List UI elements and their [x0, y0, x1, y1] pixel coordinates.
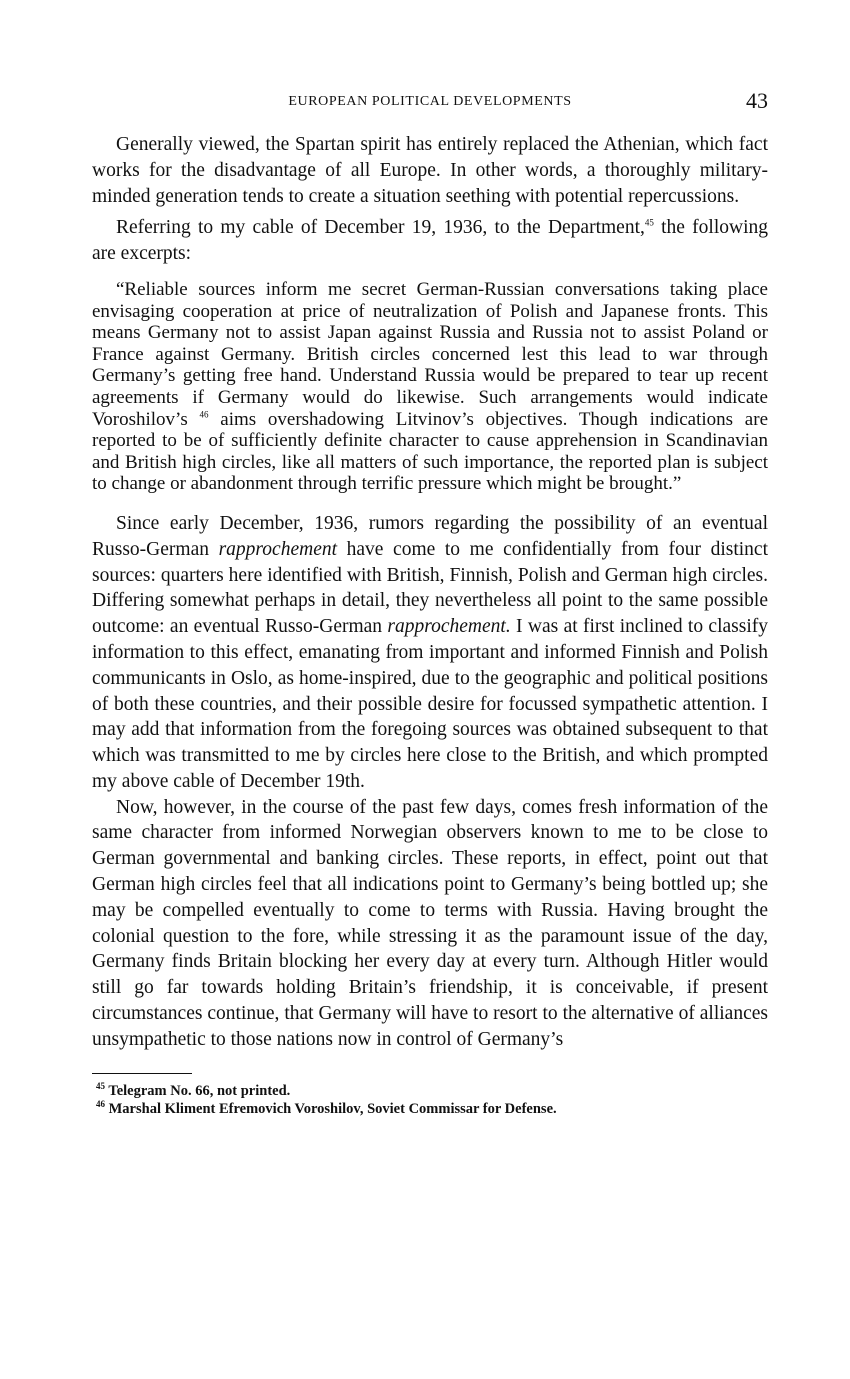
footnote-text-46: Marshal Kliment Efremovich Voroshilov, Soviet Commissar for Defense.	[105, 1100, 557, 1117]
quote-part-b: aims overshadowing Litvinov’s objectives. Though indications are reported to be of sufficiently definite character to cause apprehension in Scandinavian and British high circles, like all matters of such importance, the reported plan is subject to change or abandonment through terrific pressure which might be brought.”	[92, 408, 769, 495]
paragraph-fresh-information: Now, however, in the course of the past few days, comes fresh information of the same character from informed Norwegian observers known to me to be close to German governmental and banking circles. These reports, in effect, point out that German high circles feel that all indications point to Germany’s being bottled up; she may be compelled eventually to come to terms with Russia. Having brought the colonial question to the fore, while stressing it as the paramount issue of the day, Germany finds Britain blocking her every day at every turn. Although Hitler would still go far towards holding Britain’s friendship, it is conceivable, if present circumstances continue, that Germany will have to resort to the alternative of alliances unsympathetic to those nations now in control of Germany’s	[92, 796, 768, 1050]
footnote-divider	[92, 1073, 192, 1074]
footnote-ref-45: 45	[644, 217, 654, 228]
footnote-46	[92, 1100, 768, 1118]
paragraph-cable-reference	[92, 215, 768, 267]
block-quote-cable	[92, 279, 768, 495]
footnote-text-45: Telegram No. 66, not printed.	[105, 1082, 291, 1099]
cable-reference-text: Referring to my cable of December 19, 1936, to the Department,	[116, 217, 645, 239]
rapprochement-italic-1: rapprochement	[218, 538, 338, 560]
cable-reference-tail: the following are excerpts:	[92, 217, 768, 265]
rumors-part-a: Since early December, 1936, rumors regarding the possibility of an eventual Russo-German	[92, 512, 768, 560]
running-head: EUROPEAN POLITICAL DEVELOPMENTS	[288, 94, 572, 109]
footnote-mark-46: 46	[96, 1098, 105, 1109]
page-header	[92, 88, 768, 122]
rapprochement-italic-2: rapprochement.	[387, 616, 511, 638]
document-page	[92, 88, 768, 1118]
paragraph-rapprochement-rumors	[92, 511, 768, 795]
footnote-ref-46: 46	[199, 409, 209, 420]
rumors-part-b: have come to me confidentially from four distinct sources: quarters here identified with British, Finnish, Polish and German high circles. Differing somewhat perhaps in detail, they nevertheless all point to the same possible outcome: an eventual Russo-German	[92, 538, 768, 638]
paragraph-spartan-spirit: Generally viewed, the Spartan spirit has entirely replaced the Athenian, which fact works for the disadvantage of all Europe. In other words, a thoroughly military-minded generation tends to create a situation seething with potential repercussions.	[92, 134, 768, 207]
quote-part-a: “Reliable sources inform me secret German-Russian conversations taking place envisaging cooperation at price of neutralization of Polish and Japanese fronts. This means Germany not to assist Japan against Russia and Russia not to assist Poland or France against Germany. British circles concerned lest this lead to war through Germany’s getting free hand. Understand Russia would be prepared to tear up recent agreements if Germany would do likewise. Such arrangements would indicate Voroshilov’s	[92, 278, 768, 430]
footnote-45	[92, 1082, 768, 1100]
page-number: 43	[746, 88, 768, 113]
rumors-part-c: I was at first inclined to classify information to this effect, emanating from important and informed Finnish and Polish communicants in Oslo, as home-inspired, due to the geographic and political positions of both these countries, and their possible desire for focussed sympathetic attention. I may add that information from the foregoing sources was obtained subsequent to that which was transmitted to me by circles here close to the British, and which prompted my above cable of December 19th.	[92, 616, 769, 792]
footnote-mark-45: 45	[96, 1080, 105, 1091]
